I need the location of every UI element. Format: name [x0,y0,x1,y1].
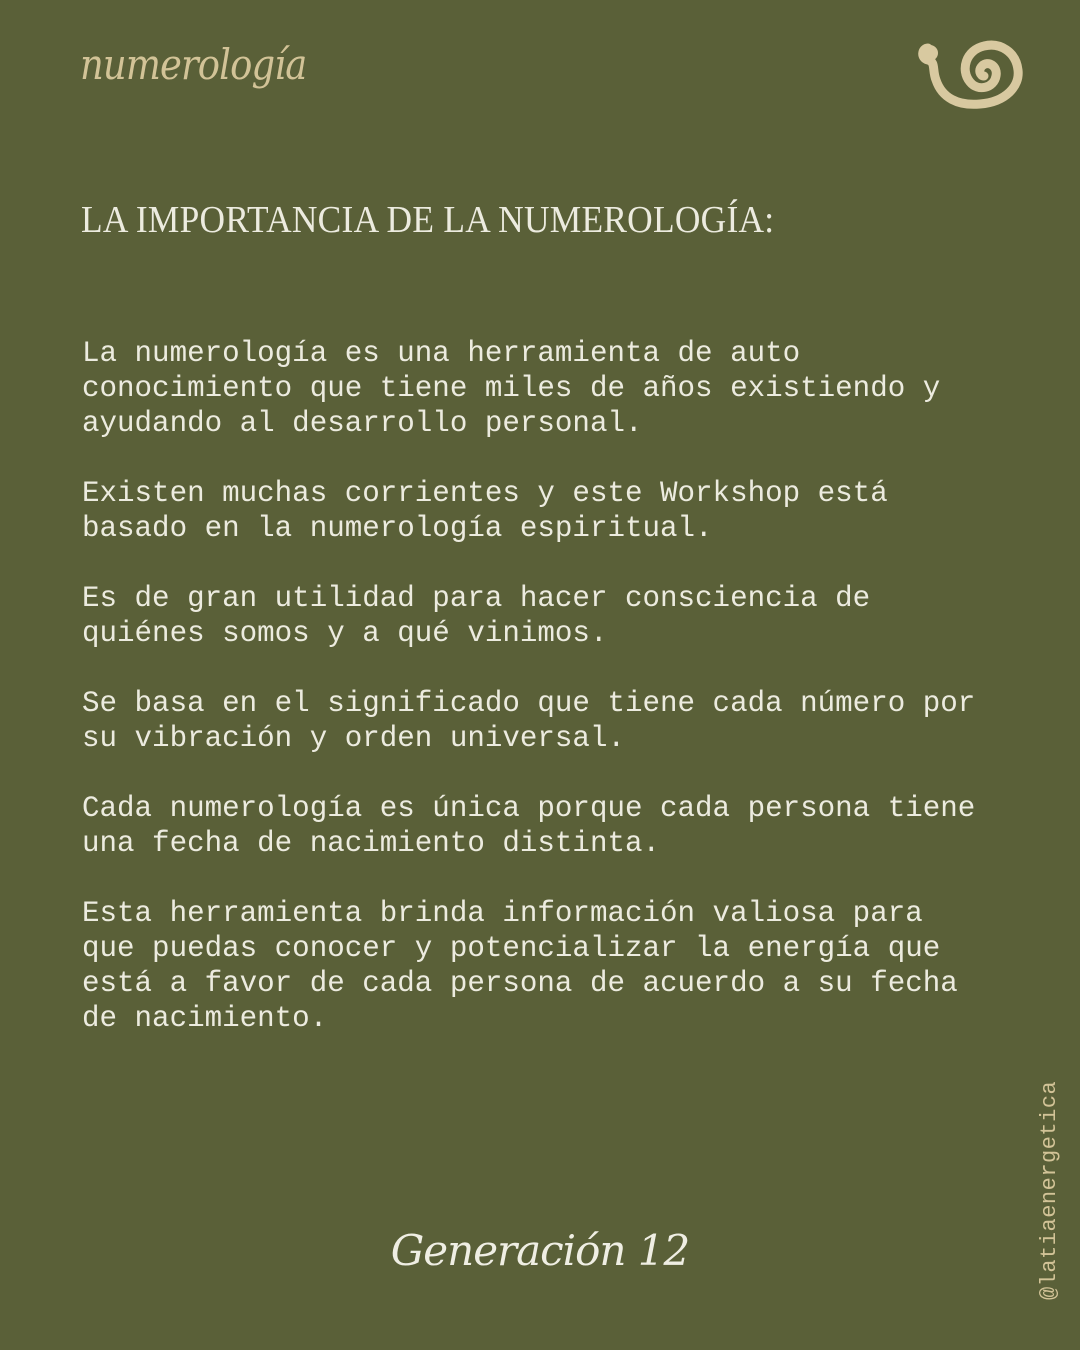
text-line: Cada numerología es única porque cada persona tiene [82,792,976,825]
paragraph-unique [82,791,1042,861]
text-line: Existen muchas corrientes y este Workshop está [82,477,888,510]
paragraph-tool [82,896,1042,1036]
paragraph-utility [82,581,1042,651]
body-text [82,336,1042,1071]
text-line: quiénes somos y a qué vinimos. [82,617,608,650]
text-line: conocimiento que tiene miles de años existiendo y [82,372,941,405]
text-line: Esta herramienta brinda información valiosa para [82,897,923,930]
paragraph-meaning [82,686,1042,756]
text-line: basado en la numerología espiritual. [82,512,713,545]
text-line: La numerología es una herramienta de auto [82,337,801,370]
text-line: Se basa en el significado que tiene cada número por [82,687,976,720]
text-line: Es de gran utilidad para hacer consciencia de [82,582,871,615]
spiral-swirl-icon [918,36,1026,116]
social-handle: @latiaenergetica [1037,1080,1062,1300]
brand-title: numerología [80,40,307,89]
footer-generation: Generación 12 [390,1226,690,1275]
text-line: que puedas conocer y potencializar la energía que [82,932,941,965]
text-line: está a favor de cada persona de acuerdo a su fecha [82,967,958,1000]
text-line: una fecha de nacimiento distinta. [82,827,661,860]
paragraph-workshop [82,476,1042,546]
text-line: de nacimiento. [82,1002,328,1035]
page-heading: LA IMPORTANCIA DE LA NUMEROLOGÍA: [81,199,775,241]
text-line: ayudando al desarrollo personal. [82,407,643,440]
text-line: su vibración y orden universal. [82,722,625,755]
paragraph-intro [82,336,1042,441]
